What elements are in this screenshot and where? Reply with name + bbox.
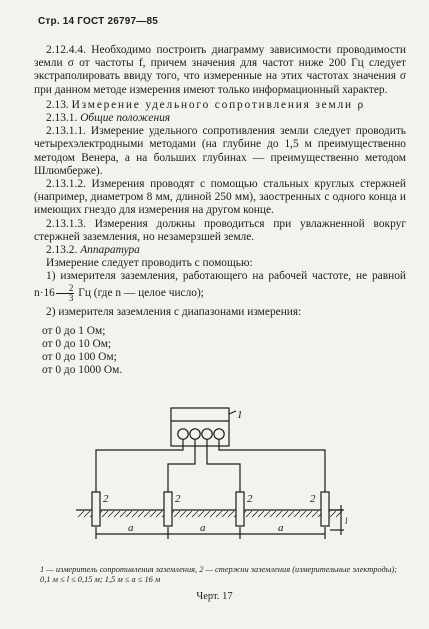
paragraph-2-12-4-4: 2.12.4.4. Необходимо построить диаграмму зависимости проводимости земли σ от частоты f, причем значения для частот ниже 200 Гц следует экстраполировать ввиду того, что измеренные на этих частотах значения σ при данном методе измерения имеют только информационный характер. xyxy=(34,44,406,96)
depth-label: l xyxy=(345,516,348,526)
hatch-stroke xyxy=(126,511,132,517)
wire-current-1 xyxy=(96,439,183,492)
hatch-stroke xyxy=(264,511,270,517)
section-number: 2.13. xyxy=(46,98,69,111)
hatch-stroke xyxy=(84,511,90,517)
spacing-label: a xyxy=(200,522,206,534)
figure-number: Черт. 17 xyxy=(196,591,233,602)
range-item: от 0 до 1 Ом; xyxy=(42,324,106,337)
list-item-1-tail: Гц (где n — целое число); xyxy=(78,286,204,299)
fraction-numerator: 2 xyxy=(56,284,75,294)
meter-terminal xyxy=(202,429,212,439)
hatch-stroke xyxy=(138,511,144,517)
list-item-1-text: 1) измерителя заземления, работающего на рабочей частоте, не равной n·16 xyxy=(34,270,406,299)
paragraph-2-13-1-1: 2.13.1.1. Измерение удельного сопротивления земли следует проводить четырехэлектродными методами (на глубине до 1,5 м преимущественно методом Венера, а на больших глубинах — преимущественно методом Шлюмберже). xyxy=(34,125,406,177)
hatch-stroke xyxy=(204,511,210,517)
hatch-stroke xyxy=(150,511,156,517)
hatch-stroke xyxy=(258,511,264,517)
ground-rod xyxy=(92,492,100,526)
subsection-number: 2.13.1. xyxy=(46,112,78,125)
hatch-stroke xyxy=(270,511,276,517)
meter-terminal xyxy=(214,429,224,439)
ground-rod xyxy=(236,492,244,526)
hatch-stroke xyxy=(228,511,234,517)
section-title: Измерение удельного сопротивления земли ρ xyxy=(71,98,366,111)
hatch-stroke xyxy=(132,511,138,517)
list-item-2: 2) измерителя заземления с диапазонами измерения: xyxy=(46,305,302,318)
hatch-stroke xyxy=(156,511,162,517)
meter-label: 1 xyxy=(237,409,243,421)
hatch-stroke xyxy=(78,511,84,517)
meter-terminal xyxy=(190,429,200,439)
hatch-stroke xyxy=(198,511,204,517)
hatch-stroke xyxy=(282,511,288,517)
hatch-stroke xyxy=(108,511,114,517)
hatch-stroke xyxy=(276,511,282,517)
hatch-stroke xyxy=(174,511,180,517)
hatch-stroke xyxy=(330,511,336,517)
hatch-stroke xyxy=(306,511,312,517)
hatch-stroke xyxy=(144,511,150,517)
meter-terminal xyxy=(178,429,188,439)
ground-hatching xyxy=(78,511,342,517)
spacing-label: a xyxy=(278,522,284,534)
hatch-stroke xyxy=(252,511,258,517)
subsection-title: Общие положения xyxy=(80,112,171,125)
intro-line: Измерение следует проводить с помощью: xyxy=(46,257,253,270)
page-header: Стр. 14 ГОСТ 26797—85 xyxy=(38,16,158,27)
hatch-stroke xyxy=(210,511,216,517)
hatch-stroke xyxy=(294,511,300,517)
paragraph-2-13-1-3: 2.13.1.3. Измерения должны проводиться при увлажненной вокруг стержней заземления, но незамерзшей земле. xyxy=(34,217,406,243)
hatch-stroke xyxy=(186,511,192,517)
rod-label: 2 xyxy=(103,493,109,505)
wire-potential-1 xyxy=(168,439,195,492)
subsection-number: 2.13.2. xyxy=(46,244,78,257)
rod-label: 2 xyxy=(247,493,253,505)
hatch-stroke xyxy=(180,511,186,517)
hatch-stroke xyxy=(114,511,120,517)
wire-potential-2 xyxy=(207,439,240,492)
figure-caption: 1 — измеритель сопротивления заземления, 2 — стержни заземления (измерительные электроды); 0,1 м ≤ l ≤ 0,15 м; 1,5 м ≤ a ≤ 16 м xyxy=(40,565,398,584)
range-item: от 0 до 10 Ом; xyxy=(42,338,112,351)
meter-box xyxy=(171,408,229,446)
hatch-stroke xyxy=(216,511,222,517)
wire-current-2 xyxy=(219,439,325,492)
hatch-stroke xyxy=(300,511,306,517)
paragraph-2-13-1-2: 2.13.1.2. Измерения проводят с помощью стальных круглых стержней (например, диаметром 8 мм, длиной 250 мм), заостренных с одного конца и имеющих гнездо для измерения на другом конце. xyxy=(34,178,406,217)
fraction-denominator: 3 xyxy=(68,292,74,303)
rod-label: 2 xyxy=(175,493,181,505)
ground-rod xyxy=(164,492,172,526)
hatch-stroke xyxy=(312,511,318,517)
hatch-stroke xyxy=(102,511,108,517)
ground-rod xyxy=(321,492,329,526)
hatch-stroke xyxy=(192,511,198,517)
hatch-stroke xyxy=(288,511,294,517)
hatch-stroke xyxy=(222,511,228,517)
hatch-stroke xyxy=(246,511,252,517)
range-item: от 0 до 100 Ом; xyxy=(42,351,117,364)
rod-label: 2 xyxy=(310,493,316,505)
range-item: от 0 до 1000 Ом. xyxy=(42,364,123,377)
spacing-label: a xyxy=(128,522,134,534)
hatch-stroke xyxy=(120,511,126,517)
subsection-title: Аппаратура xyxy=(80,244,140,257)
